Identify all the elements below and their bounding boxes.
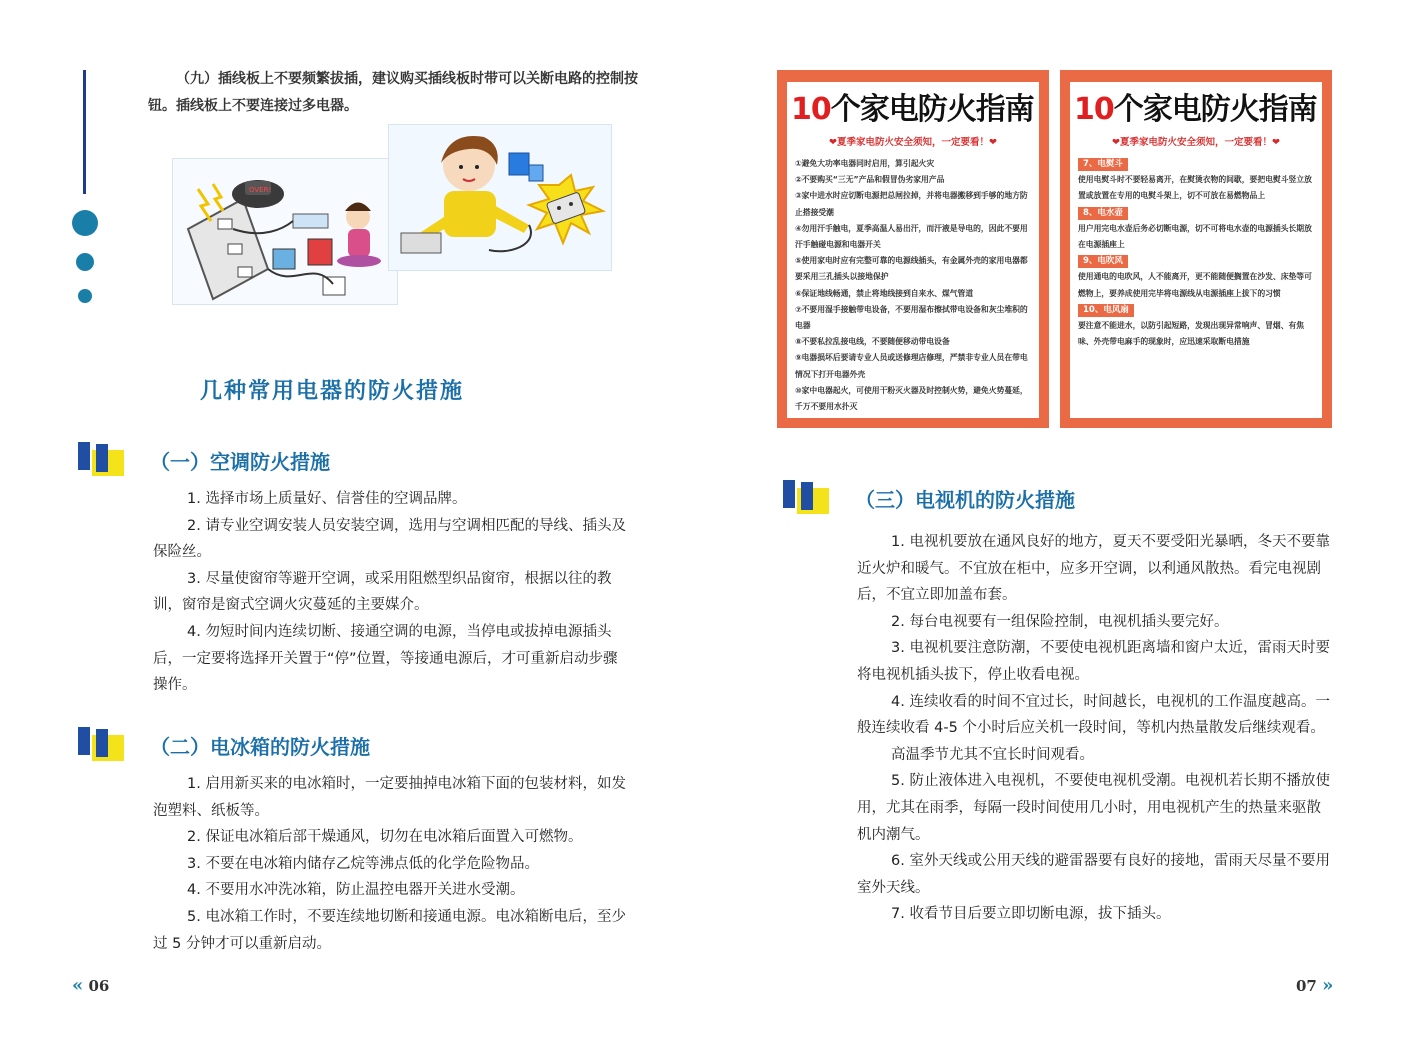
list-item: 使用通电的电吹风，人不能离开，更不能随便搁置在沙发、床垫等可燃物上，要养成使用完毕将电源线从电源插座上拔下的习惯 bbox=[1078, 272, 1312, 298]
poster-title: 10个家电防火指南 bbox=[1074, 92, 1317, 127]
section-fridge-body bbox=[153, 771, 629, 957]
poster-subtitle: ❤夏季家电防火安全须知，一定要看！❤ bbox=[1112, 137, 1280, 148]
spark-cartoon-icon bbox=[389, 125, 612, 271]
list-item: 4. 勿短时间内连续切断、接通空调的电源，当停电或拔掉电源插头后，一定要将选择开关置于“停”位置，等接通电源后，才可重新启动步骤操作。 bbox=[153, 623, 618, 694]
list-item: ①避免大功率电器同时启用，算引起火灾 bbox=[795, 159, 935, 168]
list-item: 6. 室外天线或公用天线的避雷器要有良好的接地，雷雨天尽量不要用室外天线。 bbox=[857, 853, 1330, 896]
poster-tag: 8、电水壶 bbox=[1078, 207, 1128, 220]
poster-fire-guide-part2 bbox=[1060, 70, 1332, 428]
section-aircon-body bbox=[153, 486, 629, 699]
poster-list bbox=[795, 156, 1033, 415]
list-item: 3. 不要在电冰箱内储存乙烷等沸点低的化学危险物品。 bbox=[187, 855, 539, 872]
decorative-dot-medium bbox=[76, 253, 94, 271]
heading-mark-icon bbox=[783, 480, 829, 516]
list-item: 4. 不要用水冲洗冰箱，防止温控电器开关进水受潮。 bbox=[187, 882, 525, 899]
list-item: 高温季节尤其不宜长时间观看。 bbox=[891, 746, 1094, 763]
list-item: ⑦不要用湿手接触带电设备，不要用湿布擦拭带电设备和灰尘堆积的电器 bbox=[795, 304, 1028, 331]
poster-tag: 7、电熨斗 bbox=[1078, 158, 1128, 171]
list-item: 1. 选择市场上质量好、信誉佳的空调品牌。 bbox=[187, 491, 467, 507]
list-item: 1. 启用新买来的电冰箱时，一定要抽掉电冰箱下面的包装材料，如发泡塑料、纸板等。 bbox=[153, 776, 626, 819]
list-item: 2. 保证电冰箱后部干燥通风，切勿在电冰箱后面置入可燃物。 bbox=[187, 829, 583, 846]
list-item: ⑩家中电器起火，可使用干粉灭火器及时控制火势，避免火势蔓延，千万不要用水扑灭 bbox=[795, 385, 1028, 412]
poster-tag: 9、电吹风 bbox=[1078, 255, 1128, 268]
overload-cartoon-icon bbox=[173, 159, 398, 305]
list-item: 1. 电视机要放在通风良好的地方，夏天不要受阳光暴晒，冬天不要靠近火炉和暖气。不宜放在柜中，应多开空调，以利通风散热。看完电视剧后，不宜立即加盖布套。 bbox=[857, 534, 1330, 604]
list-item: ⑨电器损坏后要请专业人员或送修理店修理，严禁非专业人员在带电情况下打开电器外壳 bbox=[795, 353, 1028, 379]
poster-tag: 10、电风扇 bbox=[1078, 304, 1134, 317]
list-item: 5. 防止液体进入电视机，不要使电视机受潮。电视机若长期不播放使用，尤其在雨季，每隔一段时间使用几小时，用电视机产生的热量来驱散机内潮气。 bbox=[857, 773, 1330, 843]
list-item: ⑥保证地线畅通，禁止将地线接到自来水、煤气管道 bbox=[795, 288, 974, 298]
list-item: 3. 电视机要注意防潮，不要使电视机距离墙和窗户太近，雷雨天时要将电视机插头拔下，停止收看电视。 bbox=[857, 640, 1330, 683]
list-item: 4. 连续收看的时间不宜过长，时间越长，电视机的工作温度越高。一般连续收看 4-5 个小时后应关机一段时间，等机内热量散发后继续观看。 bbox=[857, 693, 1330, 737]
poster-subtitle: ❤夏季家电防火安全须知，一定要看！❤ bbox=[829, 137, 997, 148]
list-item: 2. 每台电视要有一组保险控制，电视机插头要完好。 bbox=[891, 613, 1229, 630]
list-item: 使用电熨斗时不要轻易离开，在熨烫衣物的间歇，要把电熨斗竖立放置或放置在专用的电熨斗架上，切不可放在易燃物品上 bbox=[1078, 175, 1312, 201]
svg-text:OVER!: OVER! bbox=[249, 186, 272, 194]
page-number-left: « 06 bbox=[72, 975, 110, 996]
main-heading: 几种常用电器的防火措施 bbox=[200, 379, 465, 404]
decorative-dot-large bbox=[72, 210, 98, 236]
chevron-left-icon: « bbox=[72, 975, 84, 996]
list-item: 3. 尽量使窗帘等避开空调，或采用阻燃型织品窗帘，根据以往的教训，窗帘是窗式空调火灾蔓延的主要媒介。 bbox=[153, 570, 612, 614]
poster-fire-guide-part1 bbox=[777, 70, 1049, 428]
list-item: 要注意不能进水，以防引起短路，发现出现异常响声、冒烟、有焦味、外壳带电麻手的现象时，应迅速采取断电措施 bbox=[1078, 321, 1305, 347]
list-item: 5. 电冰箱工作时，不要连续地切断和接通电源。电冰箱断电后，至少过 5 分钟才可以重新启动。 bbox=[153, 908, 626, 952]
list-item: ②不要购买“三无”产品和假冒伪劣家用产品 bbox=[795, 175, 945, 185]
list-item: ⑧不要私拉乱接电线，不要随便移动带电设备 bbox=[795, 337, 950, 347]
list-item: ⑤使用家电时应有完整可靠的电源线插头，有金属外壳的家用电器都要采用三孔插头以接地保护 bbox=[795, 256, 1028, 282]
poster-title: 10个家电防火指南 bbox=[791, 92, 1034, 127]
list-item: 用户用完电水壶后务必切断电源，切不可将电水壶的电源插头长期放在电源插座上 bbox=[1078, 223, 1312, 250]
list-item: ④勿用汗手触电，夏季高温人易出汗，而汗液是导电的，因此不要用汗手触碰电源和电器开关 bbox=[795, 223, 1028, 250]
poster-list bbox=[1078, 156, 1316, 350]
list-item: ③家中进水时应切断电源把总闸拉掉，并将电器搬移到手够的地方防止搭接受潮 bbox=[795, 191, 1028, 217]
overloaded-power-strip-illustration bbox=[172, 158, 398, 305]
page-number-right: 07 » bbox=[1296, 975, 1334, 996]
intro-paragraph: （九）插线板上不要频繁拔插，建议购买插线板时带可以关断电路的控制按钮。插线板上不要连接过多电器。 bbox=[148, 71, 638, 114]
heading-mark-icon bbox=[78, 727, 124, 763]
chevron-right-icon: » bbox=[1322, 975, 1334, 996]
list-item: 2. 请专业空调安装人员安装空调，选用与空调相匹配的导线、插头及保险丝。 bbox=[153, 517, 626, 561]
section-title-tv: （三）电视机的防火措施 bbox=[855, 488, 1075, 512]
decorative-dot-small bbox=[78, 289, 92, 303]
section-tv-body bbox=[857, 529, 1333, 928]
decorative-vertical-line bbox=[83, 70, 86, 194]
list-item: 7. 收看节目后要立即切断电源，拔下插头。 bbox=[891, 906, 1171, 923]
child-plug-spark-illustration bbox=[388, 124, 612, 271]
heading-mark-icon bbox=[78, 442, 124, 478]
section-title-fridge: （二）电冰箱的防火措施 bbox=[150, 735, 370, 759]
section-title-aircon: （一）空调防火措施 bbox=[150, 450, 330, 474]
